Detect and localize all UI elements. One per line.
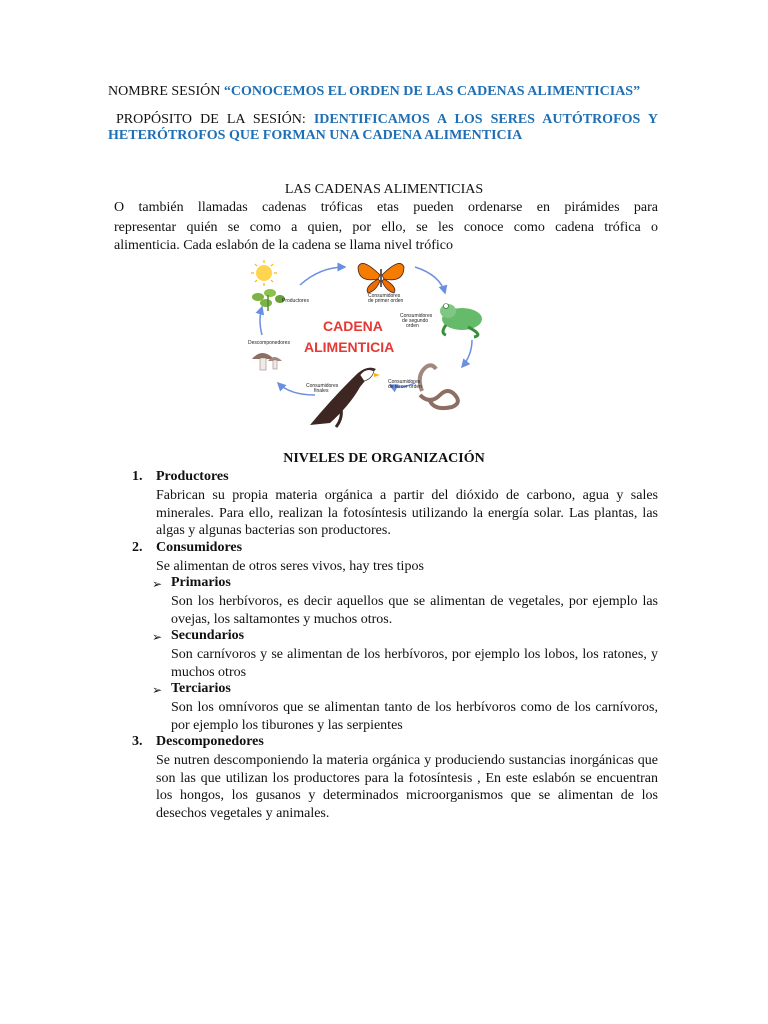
item-3-text: Se nutren descomponiendo la materia orgánica y produciendo sustancias inorgánicas que son las que utilizan los productores para la fotosíntesis , En este eslabón se encuentran los hongos, los gusanos y determinados microorganismos que se alimentan de los desechos vegetales y animales. [156, 753, 658, 821]
arrow-3 [462, 340, 472, 367]
arrow-6 [260, 307, 262, 335]
label-segundo-1: Consumidores [400, 313, 433, 319]
label-tercer-1: Consumidores [388, 379, 421, 385]
section1-line2: representar quién se como a quien, por ello, se les conoce como cadena trófica o [114, 220, 658, 235]
arrow-1 [300, 267, 345, 285]
session-name-label: NOMBRE SESIÓN [108, 84, 224, 99]
label-descomponedores: Descomponedores [248, 340, 290, 346]
label-finales-2: finales [314, 388, 329, 394]
label-finales-1: Consumidores [306, 383, 339, 389]
item-2-text: Se alimentan de otros seres vivos, hay tres tipos [156, 559, 424, 574]
section2-title: NIVELES DE ORGANIZACIÓN [283, 451, 485, 466]
sun-icon [251, 260, 277, 286]
diagram-title-1: CADENA [323, 318, 383, 334]
snake-icon [420, 365, 458, 408]
label-productores: Productores [282, 298, 309, 304]
subtype-2-text: Son carnívoros y se alimentan de los herbívoros, por ejemplo los lobos, los ratones, y muchos otros [171, 647, 658, 680]
session-purpose-value-2: HETERÓTROFOS QUE FORMAN UNA CADENA ALIMENTICIA [108, 128, 523, 143]
plant-icon [252, 289, 285, 311]
subtype-1-heading: Primarios [171, 575, 231, 590]
item-2-number: 2. [132, 540, 143, 555]
label-segundo-3: orden [406, 323, 419, 329]
food-chain-diagram [240, 255, 500, 435]
item-3-heading: Descomponedores [156, 734, 264, 749]
label-primer-2: de primer orden [368, 298, 404, 304]
section1-title: LAS CADENAS ALIMENTICIAS [284, 182, 484, 197]
label-primer-1: Consumidores [368, 293, 401, 299]
label-segundo-2: de segundo [402, 318, 429, 324]
arrow-2 [415, 267, 445, 293]
subtype-2-heading: Secundarios [171, 628, 245, 643]
eagle-icon [310, 368, 380, 427]
item-1-text: Fabrican su propia materia orgánica a partir del dióxido de carbono, agua y sales minerales. Para ello, realizan la fotosíntesis utilizando la energía solar. Las plantas, las algas y algunas bacterias son productores. [156, 488, 658, 538]
item-3-number: 3. [132, 734, 143, 749]
subtype-3-heading: Terciarios [171, 681, 231, 696]
diagram-title-2: ALIMENTICIA [304, 339, 395, 355]
session-name-line [108, 84, 640, 100]
subtype-3-text: Son los omnívoros que se alimentan tanto de los herbívoros como de los carnívoros, por ejemplo los tiburones y las serpientes [171, 700, 658, 733]
bullet-arrow-icon: ➢ [152, 577, 163, 591]
bullet-arrow-icon: ➢ [152, 683, 163, 697]
item-2-heading: Consumidores [156, 540, 243, 555]
item-1-heading: Productores [156, 469, 229, 484]
label-tercer-2: de tercer orden [388, 384, 422, 390]
subtype-1-text: Son los herbívoros, es decir aquellos que se alimentan de vegetales, por ejemplo las ovejas, los saltamontes y muchos otros. [171, 594, 658, 627]
session-purpose-line1 [116, 112, 658, 128]
section1-line3: alimenticia. Cada eslabón de la cadena se llama nivel trófico [114, 238, 453, 253]
section1-line1: O también llamadas cadenas tróficas etas pueden ordenarse en pirámides para [114, 200, 658, 215]
session-name-value: “CONOCEMOS EL ORDEN DE LAS CADENAS ALIMENTICIAS” [223, 84, 641, 99]
bullet-arrow-icon: ➢ [152, 630, 163, 644]
butterfly-icon [358, 263, 404, 293]
session-purpose-label: PROPÓSITO DE LA SESIÓN: [116, 112, 314, 127]
session-purpose-value-1: IDENTIFICAMOS A LOS SERES AUTÓTROFOS Y [313, 112, 658, 127]
frog-icon [440, 304, 482, 338]
item-1-number: 1. [132, 469, 143, 484]
mushroom-icon [252, 353, 282, 370]
